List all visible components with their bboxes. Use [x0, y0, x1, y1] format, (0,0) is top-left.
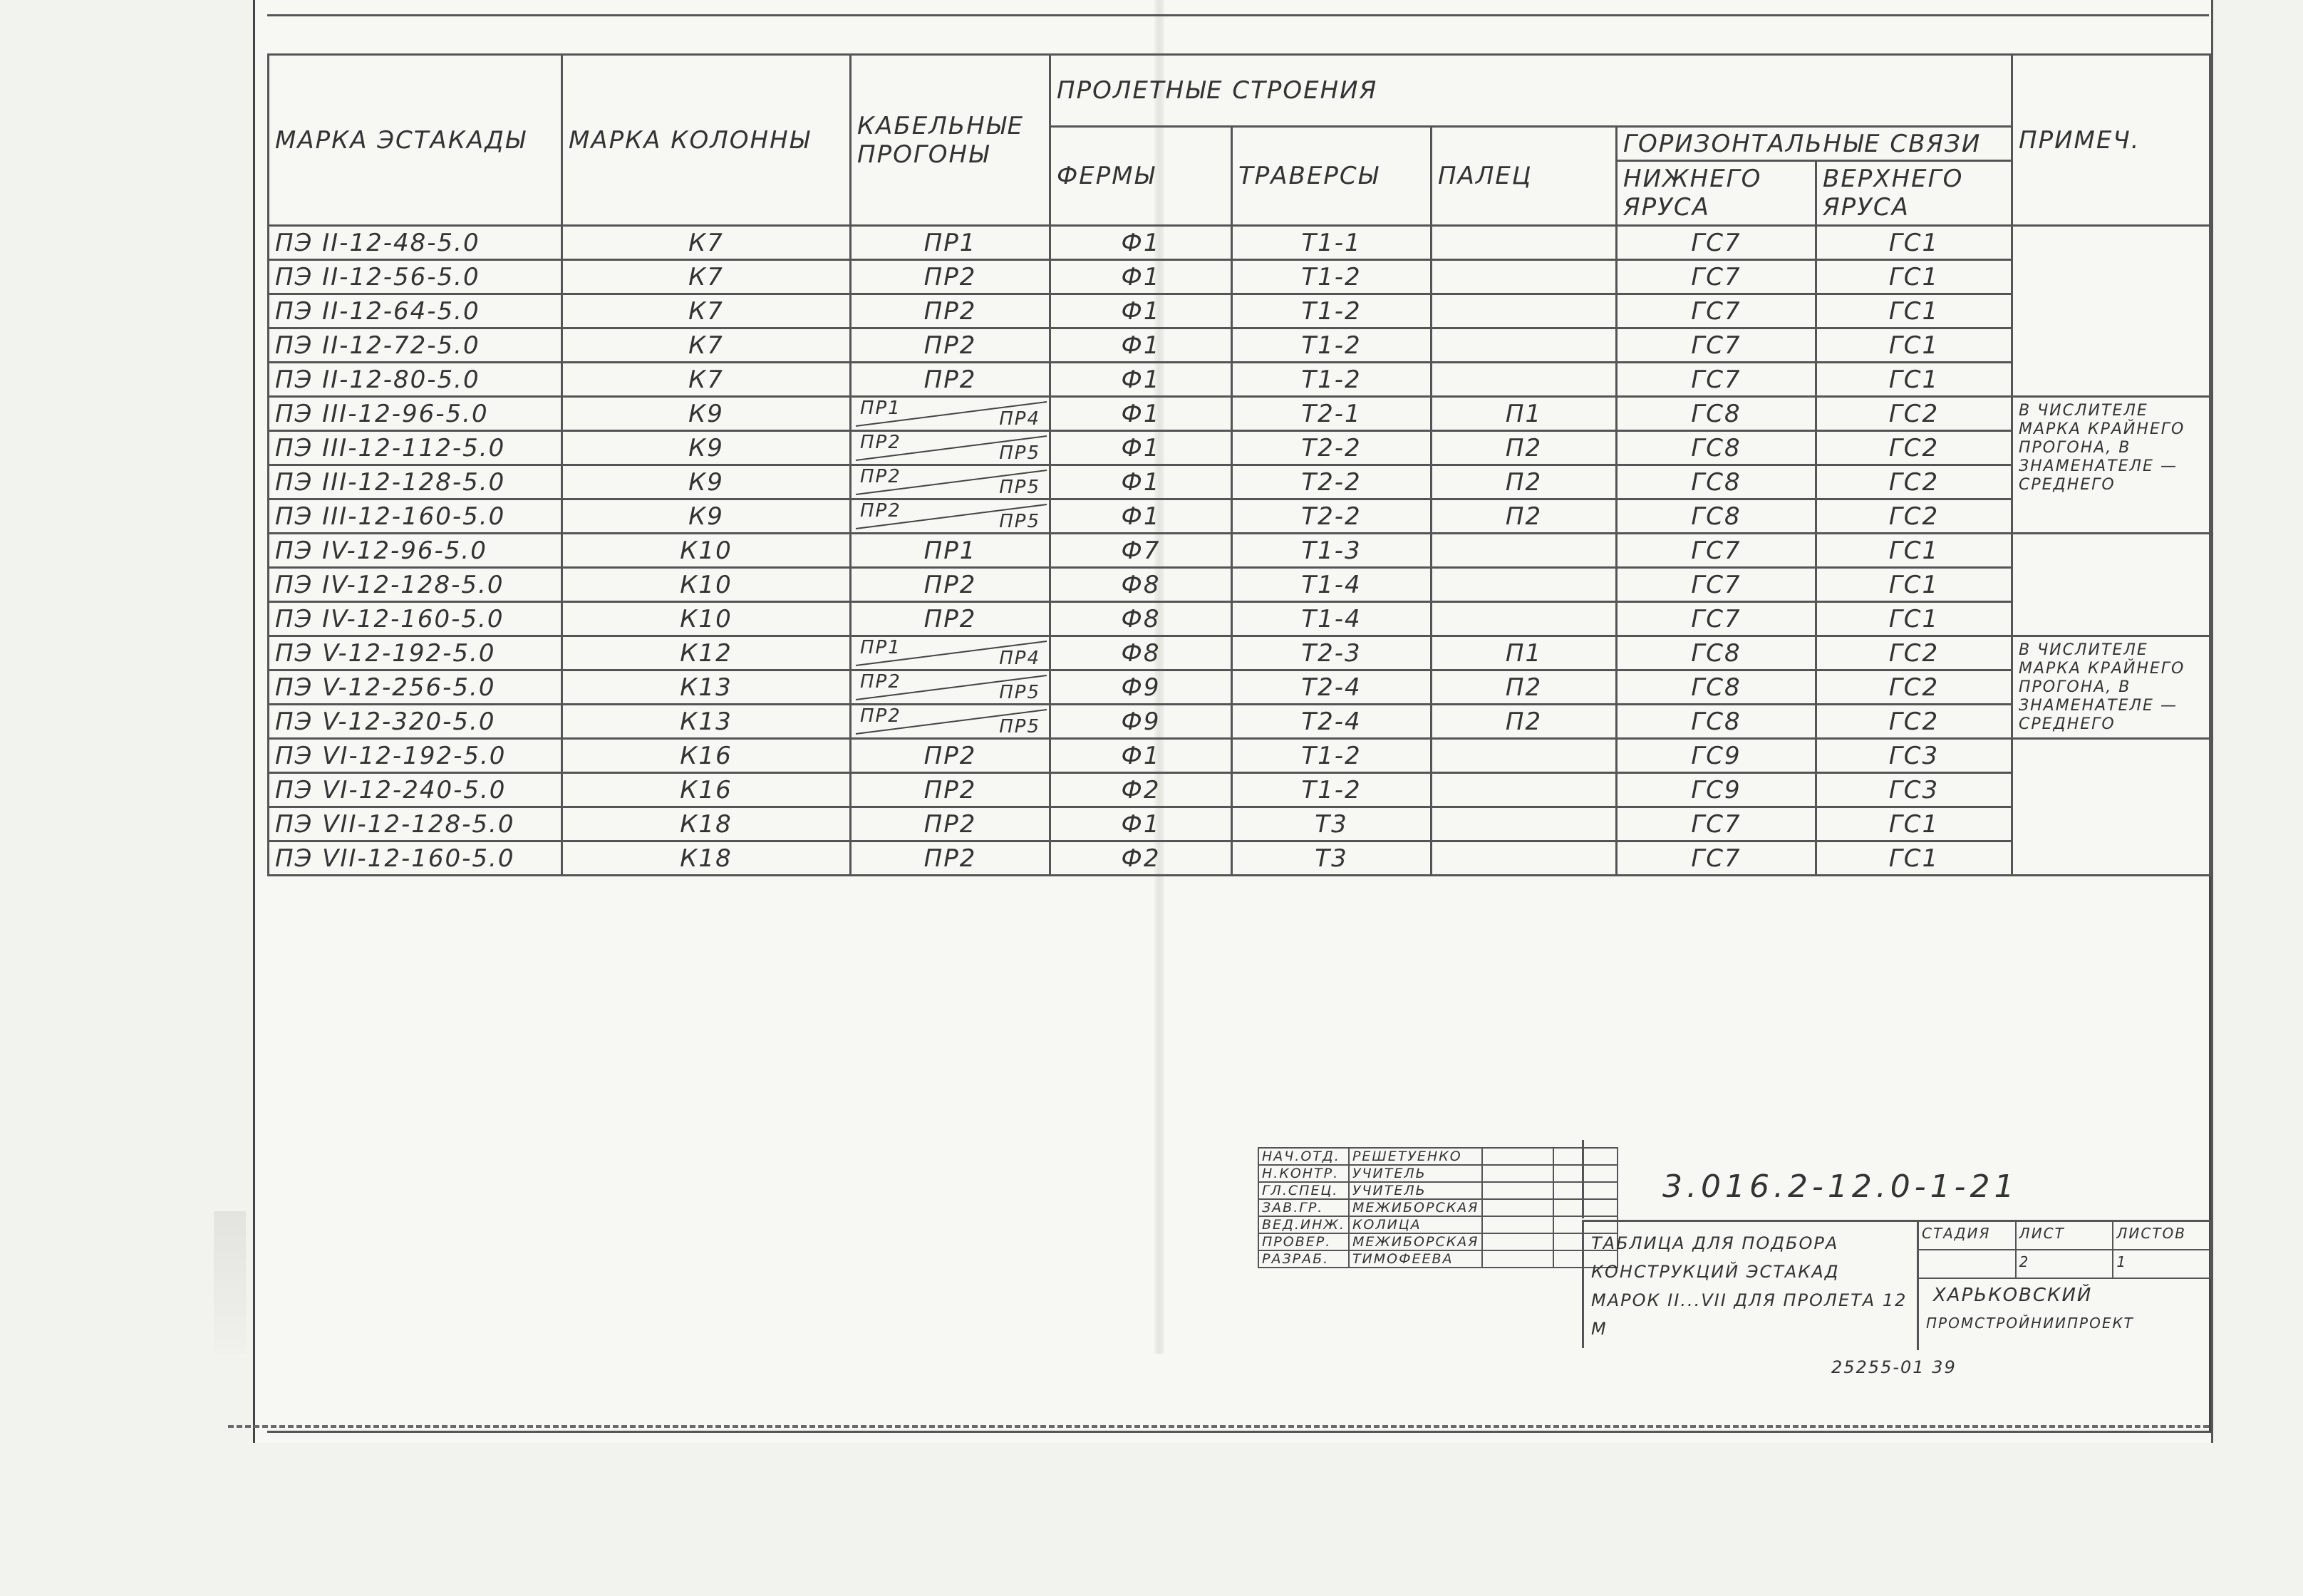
signature-row: [1258, 1165, 1618, 1182]
signature-mark: [1482, 1216, 1553, 1233]
signature-name: УЧИТЕЛЬ: [1349, 1165, 1482, 1182]
cell-lower-tie: ГС8: [1617, 431, 1816, 465]
table-row: [269, 636, 2210, 670]
cell-lower-tie: ГС9: [1617, 773, 1816, 807]
cell-lower-tie: ГС8: [1617, 397, 1816, 431]
cell-upper-tie: ГС2: [1816, 705, 2012, 739]
stage-value: [1919, 1250, 2017, 1278]
cell-upper-tie: ГС2: [1816, 465, 2012, 499]
cell-upper-tie: ГС2: [1816, 670, 2012, 705]
header-horizontal-ties: ГОРИЗОНТАЛЬНЫЕ СВЯЗИ: [1617, 127, 2012, 161]
cell-pin: [1432, 807, 1617, 841]
cell-cable-run-split: [851, 636, 1050, 670]
cell-traverse: Т1-4: [1232, 602, 1432, 636]
signature-name: МЕЖИБОРСКАЯ: [1349, 1233, 1482, 1250]
cell-estakada-mark: ПЭ III-12-128-5.0: [269, 465, 562, 499]
table-row: [269, 534, 2210, 568]
header-traverses: ТРАВЕРСЫ: [1232, 127, 1432, 226]
cell-truss: Ф1: [1050, 226, 1232, 260]
cell-pin: П2: [1432, 431, 1617, 465]
cell-truss: Ф1: [1050, 739, 1232, 773]
table-row: [269, 431, 2210, 465]
cell-truss: Ф1: [1050, 260, 1232, 294]
drawing-description: ТАБЛИЦА ДЛЯ ПОДБОРА КОНСТРУКЦИЙ ЭСТАКАД МАРОК II...VII ДЛЯ ПРОЛЕТА 12 М: [1582, 1220, 1917, 1348]
table-row: [269, 773, 2210, 807]
cell-pin: [1432, 328, 1617, 363]
sheet-label: ЛИСТ: [2017, 1222, 2114, 1249]
cell-column-mark: К10: [562, 602, 851, 636]
cell-pin: П1: [1432, 397, 1617, 431]
signature-name: УЧИТЕЛЬ: [1349, 1182, 1482, 1199]
cell-estakada-mark: ПЭ III-12-112-5.0: [269, 431, 562, 465]
signature-role: НАЧ.ОТД.: [1258, 1148, 1349, 1165]
cell-traverse: Т1-3: [1232, 534, 1432, 568]
cell-cable-run: ПР1: [851, 534, 1050, 568]
cell-lower-tie: ГС7: [1617, 294, 1816, 328]
table-row: [269, 705, 2210, 739]
header-trusses: ФЕРМЫ: [1050, 127, 1232, 226]
cell-estakada-mark: ПЭ II-12-56-5.0: [269, 260, 562, 294]
sheet-number: 2: [2017, 1250, 2114, 1278]
cell-upper-tie: ГС1: [1816, 602, 2012, 636]
cell-truss: Ф1: [1050, 363, 1232, 397]
cell-pin: П2: [1432, 670, 1617, 705]
cell-note-empty: [2012, 739, 2210, 876]
cell-cable-run-split: [851, 499, 1050, 534]
table-row: [269, 226, 2210, 260]
cell-traverse: Т2-2: [1232, 499, 1432, 534]
selection-table: [267, 53, 2211, 876]
cell-column-mark: К7: [562, 328, 851, 363]
cell-upper-tie: ГС1: [1816, 807, 2012, 841]
cable-run-edge: ПР2: [860, 466, 901, 487]
signature-mark: [1482, 1148, 1553, 1165]
cell-truss: Ф8: [1050, 568, 1232, 602]
cable-run-middle: ПР5: [999, 682, 1040, 703]
cell-column-mark: К18: [562, 841, 851, 876]
cell-traverse: Т1-2: [1232, 328, 1432, 363]
signature-mark: [1482, 1165, 1553, 1182]
table-row: [269, 568, 2210, 602]
signature-row: [1258, 1182, 1618, 1199]
cell-column-mark: К12: [562, 636, 851, 670]
drawing-code: 3.016.2-12.0-1-21: [1662, 1168, 2019, 1205]
table-row: [269, 841, 2210, 876]
cell-cable-run: ПР2: [851, 773, 1050, 807]
cell-lower-tie: ГС7: [1617, 534, 1816, 568]
cell-lower-tie: ГС7: [1617, 568, 1816, 602]
table-row: [269, 328, 2210, 363]
cell-column-mark: К7: [562, 260, 851, 294]
cell-estakada-mark: ПЭ V-12-256-5.0: [269, 670, 562, 705]
cell-truss: Ф1: [1050, 499, 1232, 534]
header-cable-runs: КАБЕЛЬНЫЕ ПРОГОНЫ: [851, 55, 1050, 226]
signature-name: РЕШЕТУЕНКО: [1349, 1148, 1482, 1165]
cell-traverse: Т1-2: [1232, 739, 1432, 773]
cell-lower-tie: ГС7: [1617, 841, 1816, 876]
header-upper-tier: ВЕРХНЕГО ЯРУСА: [1816, 161, 2012, 226]
cell-column-mark: К16: [562, 739, 851, 773]
cell-upper-tie: ГС1: [1816, 568, 2012, 602]
cell-lower-tie: ГС9: [1617, 739, 1816, 773]
cell-truss: Ф8: [1050, 636, 1232, 670]
signature-role: ВЕД.ИНЖ.: [1258, 1216, 1349, 1233]
cell-lower-tie: ГС8: [1617, 636, 1816, 670]
cell-pin: [1432, 363, 1617, 397]
organization-name-2: ПРОМСТРОЙНИИПРОЕКТ: [1926, 1315, 2134, 1332]
cell-traverse: Т2-1: [1232, 397, 1432, 431]
cell-lower-tie: ГС7: [1617, 807, 1816, 841]
cell-traverse: Т1-2: [1232, 294, 1432, 328]
cable-run-middle: ПР4: [999, 648, 1040, 669]
cell-pin: [1432, 226, 1617, 260]
cell-truss: Ф1: [1050, 465, 1232, 499]
cell-upper-tie: ГС2: [1816, 397, 2012, 431]
cell-column-mark: К13: [562, 705, 851, 739]
cell-upper-tie: ГС1: [1816, 534, 2012, 568]
signature-row: [1258, 1233, 1618, 1250]
cell-cable-run: ПР2: [851, 602, 1050, 636]
cell-cable-run-split: [851, 397, 1050, 431]
cell-cable-run-split: [851, 465, 1050, 499]
cable-run-edge: ПР1: [860, 398, 901, 419]
cable-run-edge: ПР2: [860, 432, 901, 453]
organization-name: ХАРЬКОВСКИЙ: [1933, 1285, 2093, 1306]
cell-lower-tie: ГС8: [1617, 670, 1816, 705]
table-row: [269, 294, 2210, 328]
table-row: [269, 670, 2210, 705]
title-meta: [1917, 1220, 2211, 1350]
cell-estakada-mark: ПЭ VI-12-192-5.0: [269, 739, 562, 773]
paper-edge: [214, 1211, 246, 1354]
cell-cable-run: ПР2: [851, 363, 1050, 397]
cell-truss: Ф9: [1050, 670, 1232, 705]
cell-truss: Ф8: [1050, 602, 1232, 636]
signature-row: [1258, 1216, 1618, 1233]
cell-note-1: В ЧИСЛИТЕЛЕ МАРКА КРАЙНЕГО ПРОГОНА, В ЗНАМЕНАТЕЛЕ — СРЕДНЕГО: [2012, 397, 2210, 534]
cell-truss: Ф1: [1050, 328, 1232, 363]
cell-cable-run: ПР2: [851, 328, 1050, 363]
cell-lower-tie: ГС8: [1617, 465, 1816, 499]
table-row: [269, 260, 2210, 294]
cell-column-mark: К7: [562, 226, 851, 260]
header-lower-tier: НИЖНЕГО ЯРУСА: [1617, 161, 1816, 226]
sheets-number: 1: [2113, 1250, 2211, 1278]
cable-run-middle: ПР5: [999, 511, 1040, 532]
cable-run-edge: ПР2: [860, 671, 901, 693]
cell-column-mark: К7: [562, 294, 851, 328]
cell-upper-tie: ГС1: [1816, 328, 2012, 363]
cell-estakada-mark: ПЭ VII-12-160-5.0: [269, 841, 562, 876]
cell-lower-tie: ГС7: [1617, 226, 1816, 260]
signature-role: ГЛ.СПЕЦ.: [1258, 1182, 1349, 1199]
cell-traverse: Т2-4: [1232, 705, 1432, 739]
cell-cable-run: ПР2: [851, 841, 1050, 876]
cable-run-middle: ПР5: [999, 477, 1040, 498]
cell-column-mark: К16: [562, 773, 851, 807]
table-row: [269, 499, 2210, 534]
table-row: [269, 363, 2210, 397]
cell-truss: Ф1: [1050, 431, 1232, 465]
table-row: [269, 397, 2210, 431]
signature-mark: [1482, 1233, 1553, 1250]
cell-truss: Ф1: [1050, 807, 1232, 841]
signature-row: [1258, 1199, 1618, 1216]
cable-run-middle: ПР5: [999, 716, 1040, 737]
cell-note-empty: [2012, 534, 2210, 636]
drawing-code-cell: [1582, 1140, 2211, 1218]
cell-pin: П2: [1432, 465, 1617, 499]
cell-lower-tie: ГС7: [1617, 328, 1816, 363]
signature-name: ТИМОФЕЕВА: [1349, 1250, 1482, 1268]
cell-estakada-mark: ПЭ II-12-80-5.0: [269, 363, 562, 397]
cell-estakada-mark: ПЭ VI-12-240-5.0: [269, 773, 562, 807]
cell-cable-run: ПР1: [851, 226, 1050, 260]
cell-lower-tie: ГС8: [1617, 705, 1816, 739]
header-pin: ПАЛЕЦ: [1432, 127, 1617, 226]
cell-column-mark: К18: [562, 807, 851, 841]
cell-traverse: Т2-4: [1232, 670, 1432, 705]
header-column-mark: МАРКА КОЛОННЫ: [562, 55, 851, 226]
cell-upper-tie: ГС1: [1816, 363, 2012, 397]
cable-run-edge: ПР1: [860, 637, 901, 658]
cell-cable-run: ПР2: [851, 739, 1050, 773]
cable-run-edge: ПР2: [860, 705, 901, 727]
cell-lower-tie: ГС8: [1617, 499, 1816, 534]
cell-column-mark: К9: [562, 465, 851, 499]
cell-upper-tie: ГС1: [1816, 226, 2012, 260]
cell-estakada-mark: ПЭ II-12-64-5.0: [269, 294, 562, 328]
cell-note-empty: [2012, 226, 2210, 397]
cell-column-mark: К13: [562, 670, 851, 705]
cell-traverse: Т2-2: [1232, 465, 1432, 499]
cell-estakada-mark: ПЭ V-12-320-5.0: [269, 705, 562, 739]
cell-pin: [1432, 534, 1617, 568]
cell-cable-run: ПР2: [851, 260, 1050, 294]
table-row: [269, 807, 2210, 841]
cell-upper-tie: ГС1: [1816, 294, 2012, 328]
cell-cable-run-split: [851, 705, 1050, 739]
cell-pin: [1432, 841, 1617, 876]
cell-estakada-mark: ПЭ IV-12-160-5.0: [269, 602, 562, 636]
cell-traverse: Т3: [1232, 807, 1432, 841]
cell-traverse: Т1-4: [1232, 568, 1432, 602]
cell-lower-tie: ГС7: [1617, 363, 1816, 397]
cell-pin: [1432, 739, 1617, 773]
cell-truss: Ф2: [1050, 773, 1232, 807]
cell-upper-tie: ГС2: [1816, 499, 2012, 534]
cell-estakada-mark: ПЭ II-12-72-5.0: [269, 328, 562, 363]
signature-role: ПРОВЕР.: [1258, 1233, 1349, 1250]
cell-pin: [1432, 568, 1617, 602]
cell-truss: Ф2: [1050, 841, 1232, 876]
plot-number: 25255-01 39: [1831, 1357, 1957, 1377]
stage-label: СТАДИЯ: [1919, 1222, 2017, 1249]
cell-truss: Ф9: [1050, 705, 1232, 739]
cell-lower-tie: ГС7: [1617, 260, 1816, 294]
cell-estakada-mark: ПЭ IV-12-128-5.0: [269, 568, 562, 602]
cell-column-mark: К10: [562, 534, 851, 568]
signature-mark: [1482, 1199, 1553, 1216]
cell-traverse: Т1-2: [1232, 363, 1432, 397]
cell-upper-tie: ГС2: [1816, 636, 2012, 670]
cell-column-mark: К7: [562, 363, 851, 397]
cell-cable-run-split: [851, 670, 1050, 705]
cell-estakada-mark: ПЭ III-12-160-5.0: [269, 499, 562, 534]
header-span-structures: ПРОЛЕТНЫЕ СТРОЕНИЯ: [1050, 55, 2012, 127]
cell-cable-run: ПР2: [851, 568, 1050, 602]
cell-lower-tie: ГС7: [1617, 602, 1816, 636]
signature-name: МЕЖИБОРСКАЯ: [1349, 1199, 1482, 1216]
cell-traverse: Т1-2: [1232, 773, 1432, 807]
cable-run-edge: ПР2: [860, 500, 901, 522]
cell-traverse: Т2-2: [1232, 431, 1432, 465]
cell-pin: [1432, 260, 1617, 294]
top-border-line: [267, 14, 2209, 16]
cell-cable-run-split: [851, 431, 1050, 465]
signature-mark: [1482, 1182, 1553, 1199]
signature-role: Н.КОНТР.: [1258, 1165, 1349, 1182]
cable-run-middle: ПР4: [999, 408, 1040, 430]
signature-role: ЗАВ.ГР.: [1258, 1199, 1349, 1216]
cell-cable-run: ПР2: [851, 294, 1050, 328]
signature-role: РАЗРАБ.: [1258, 1250, 1349, 1268]
cable-run-middle: ПР5: [999, 442, 1040, 464]
header-estakada-mark: МАРКА ЭСТАКАДЫ: [269, 55, 562, 226]
table-row: [269, 602, 2210, 636]
cell-upper-tie: ГС3: [1816, 773, 2012, 807]
cell-upper-tie: ГС2: [1816, 431, 2012, 465]
cell-estakada-mark: ПЭ II-12-48-5.0: [269, 226, 562, 260]
cell-truss: Ф1: [1050, 397, 1232, 431]
cell-traverse: Т1-1: [1232, 226, 1432, 260]
cell-truss: Ф1: [1050, 294, 1232, 328]
cell-traverse: Т3: [1232, 841, 1432, 876]
table-row: [269, 465, 2210, 499]
cell-upper-tie: ГС1: [1816, 260, 2012, 294]
cell-pin: П2: [1432, 705, 1617, 739]
cell-upper-tie: ГС3: [1816, 739, 2012, 773]
cell-traverse: Т1-2: [1232, 260, 1432, 294]
title-block-signatures: [1258, 1147, 1618, 1268]
cell-truss: Ф7: [1050, 534, 1232, 568]
cell-note-2: В ЧИСЛИТЕЛЕ МАРКА КРАЙНЕГО ПРОГОНА, В ЗНАМЕНАТЕЛЕ — СРЕДНЕГО: [2012, 636, 2210, 739]
cell-estakada-mark: ПЭ V-12-192-5.0: [269, 636, 562, 670]
cell-column-mark: К10: [562, 568, 851, 602]
cell-pin: [1432, 773, 1617, 807]
cut-line: [228, 1425, 2209, 1428]
cell-pin: [1432, 294, 1617, 328]
cell-column-mark: К9: [562, 499, 851, 534]
table-row: [269, 739, 2210, 773]
cell-pin: П1: [1432, 636, 1617, 670]
cell-traverse: Т2-3: [1232, 636, 1432, 670]
cell-pin: [1432, 602, 1617, 636]
cell-estakada-mark: ПЭ III-12-96-5.0: [269, 397, 562, 431]
signature-row: [1258, 1148, 1618, 1165]
signature-mark: [1482, 1250, 1553, 1268]
sheets-label: ЛИСТОВ: [2113, 1222, 2211, 1249]
cell-pin: П2: [1432, 499, 1617, 534]
signature-row: [1258, 1250, 1618, 1268]
cell-column-mark: К9: [562, 397, 851, 431]
cell-column-mark: К9: [562, 431, 851, 465]
cell-cable-run: ПР2: [851, 807, 1050, 841]
header-notes: ПРИМЕЧ.: [2012, 55, 2210, 226]
cell-estakada-mark: ПЭ IV-12-96-5.0: [269, 534, 562, 568]
signature-name: КОЛИЦА: [1349, 1216, 1482, 1233]
cell-upper-tie: ГС1: [1816, 841, 2012, 876]
cell-estakada-mark: ПЭ VII-12-128-5.0: [269, 807, 562, 841]
